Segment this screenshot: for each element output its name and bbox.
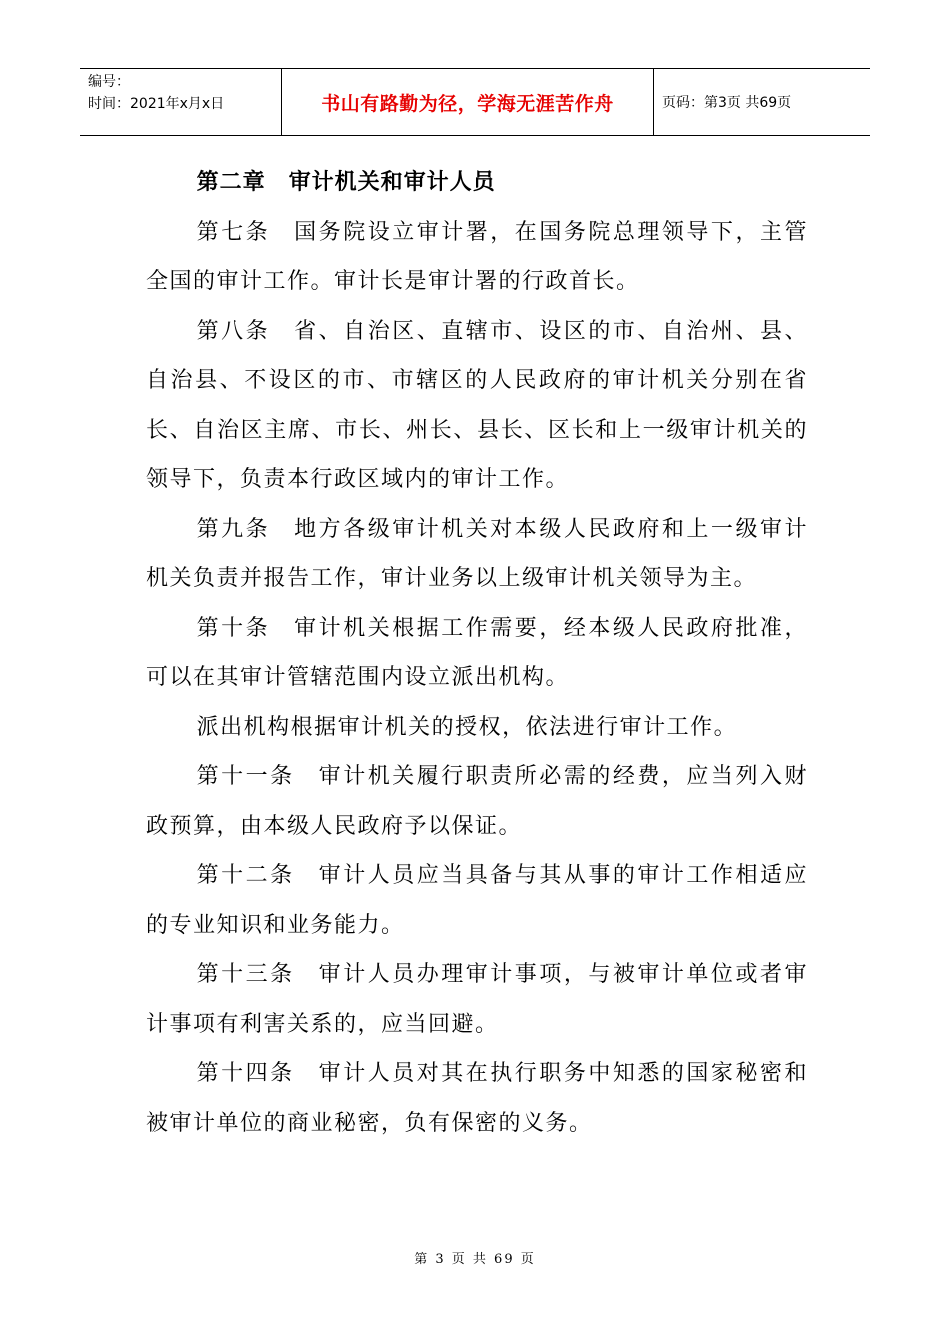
page-footer: 第 3 页 共 69 页 [414,1252,536,1267]
header-page-info: 页码：第3页 共69页 [662,95,792,111]
article-text: 审计人员办理审计事项，与被审计单位或者审计事项有利害关系的，应当回避。 [146,962,808,1037]
article-number: 第八条 [196,318,271,344]
article-number: 第十三条 [196,962,295,987]
article-number: 第十二条 [196,863,295,888]
article-number: 第十一条 [196,764,295,789]
article-text: 审计人员应当具备与其从事的审计工作相适应的专业知识和业务能力。 [146,863,808,938]
article-paragraph [146,703,808,753]
article-number: 第七条 [196,219,271,245]
article-text: 审计机关根据工作需要，经本级人民政府批准，可以在其审计管辖范围内设立派出机构。 [146,615,808,690]
article-paragraph [146,307,808,505]
article-paragraph [146,208,808,307]
article-paragraph [146,1049,808,1148]
article-paragraph [146,752,808,851]
document-number-label: 编号： [88,74,130,90]
article-text: 派出机构根据审计机关的授权，依法进行审计工作。 [196,714,738,740]
document-time-label: 时间：2021年x月x日 [88,96,225,112]
article-number: 第九条 [196,516,271,542]
document-body [146,158,808,1148]
article-number: 第十条 [196,615,271,641]
article-text: 国务院设立审计署，在国务院总理领导下，主管全国的审计工作。审计长是审计署的行政首长。 [146,219,808,294]
article-paragraph [146,851,808,950]
article-number: 第十四条 [196,1061,295,1086]
article-text: 审计人员对其在执行职务中知悉的国家秘密和被审计单位的商业秘密，负有保密的义务。 [146,1061,808,1136]
article-paragraph [146,950,808,1049]
article-text: 省、自治区、直辖市、设区的市、自治州、县、自治县、不设区的市、市辖区的人民政府的审计机关分别在省长、自治区主席、市长、州长、县长、区长和上一级审计机关的领导下，负责本行政区域内的审计工作。 [146,318,808,492]
header-meta-cell [80,69,282,135]
document-header [80,68,870,136]
article-paragraph [146,604,808,703]
article-paragraph [146,505,808,604]
article-text: 审计机关履行职责所必需的经费，应当列入财政预算，由本级人民政府予以保证。 [146,764,808,839]
article-text: 地方各级审计机关对本级人民政府和上一级审计机关负责并报告工作，审计业务以上级审计机关领导为主。 [146,516,808,591]
chapter-title: 第二章 审计机关和审计人员 [196,170,496,195]
header-motto: 书山有路勤为径，学海无涯苦作舟 [282,69,654,135]
